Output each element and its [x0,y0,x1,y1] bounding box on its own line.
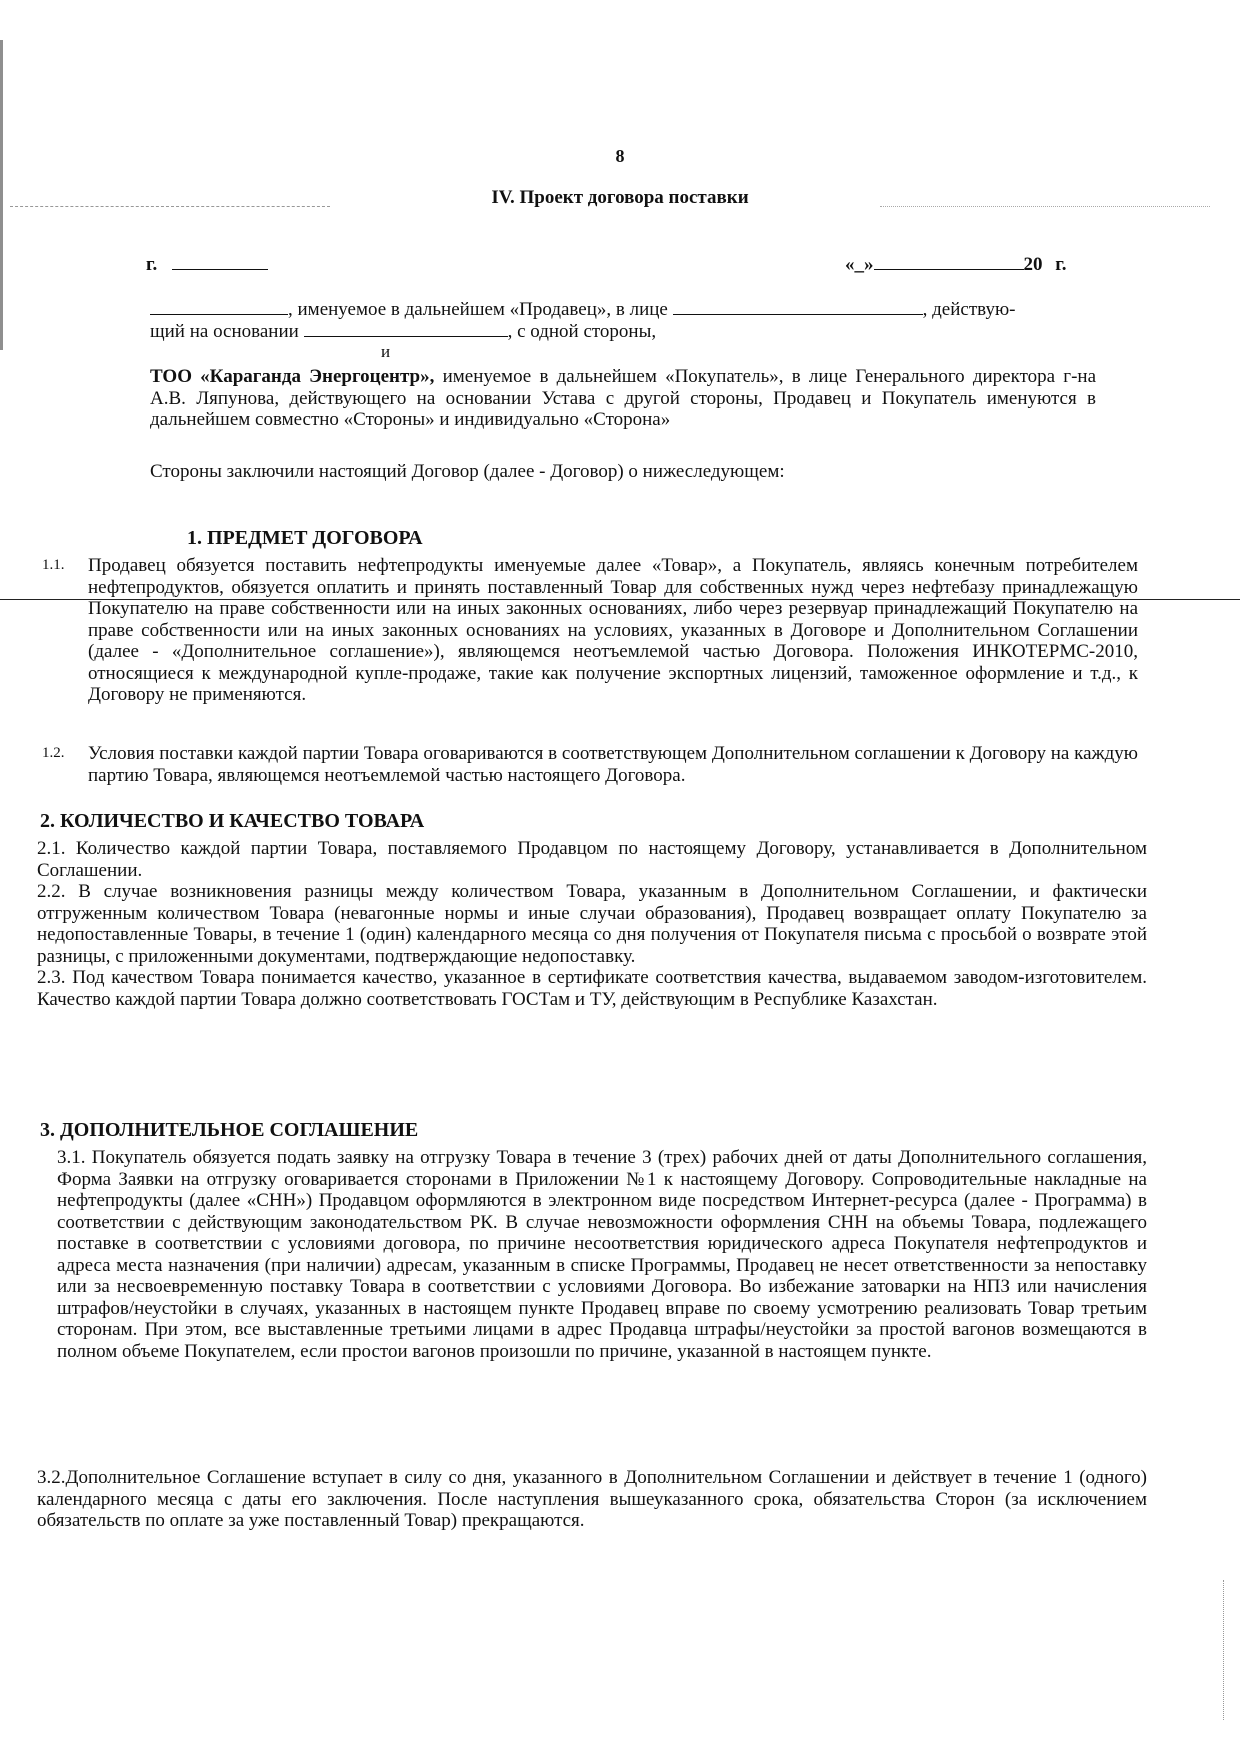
clause-2-3: 2.3. Под качеством Товара понимается качество, указанное в сертификате соответствия качества, выдаваемом заводом-изготовителем. Качество каждой партии Товара должно соответствовать ГОСТам и ТУ, действующим в Республике Казахстан. [37,967,1147,1010]
city-prefix: г. [146,254,158,275]
clause-3-1: 3.1. Покупатель обязуется подать заявку на отгрузку Товара в течение 3 (трех) рабочих дней от даты Дополнительного соглашения, Форма Заявки на отгрузку оговаривается сторонами в Приложении №1 к настоящему Договору. Сопроводительные накладные на нефтепродукты (далее «СНН») Продавцом оформляются в электронном виде посредством Интернет-ресурса (далее - Программа) в соответствии с действующим законодательством РК. В случае невозможности оформления СНН на объемы Товара, подлежащего поставке в соответствии с условиями договора, по причине несоответствия юридического адреса Покупателя нефтепродуктов и адреса места назначения (при наличии) адресам, указанным в списке Программы, Продавец не несет ответственности за непоставку или за несвоевременную поставку Товара в соответствии с условиями Договора. Во избежание затоварки на НПЗ или начисления штрафов/неустойки в случаях, указанных в настоящем пункте Продавец вправе по своему усмотрению реализовать Товар третьим сторонам. При этом, все выставленные третьими лицами в адрес Продавца штрафы/неустойки за простой вагонов возмещаются в полном объеме Покупателем, если простои вагонов произошли по причине, указанной в настоящем пункте. [57,1147,1147,1362]
date-year: 20 [1023,254,1043,275]
section-3-heading: 3. ДОПОЛНИТЕЛЬНОЕ СОГЛАШЕНИЕ [40,1119,419,1141]
clause-number: 1.2. [42,745,65,761]
seller-side-text: , с одной стороны, [507,321,657,342]
clause-1-2 [42,743,1142,789]
clause-2-2: 2.2. В случае возникновения разницы между количеством Товара, указанным в Дополнительном Соглашении, и фактически отгруженным количеством Товара (невагонные нормы и иные случаи образования), Продавец возвращает оплату Покупателю за недопоставленные Товары, в течение 1 (один) календарного месяца со дня получения от Покупателя письма с просьбой о возврате этой разницы, с приложенными документами, подтверждающие недопоставку. [37,881,1147,967]
scan-crease-line [0,599,1240,600]
clause-text: Продавец обязуется поставить нефтепродукты именуемые далее «Товар», а Покупатель, являясь конечным потребителем нефтепродуктов, обязуется оплатить и принять поставленный Товар для собственных нужд через нефтебазу принадлежащую Покупателю на праве собственности или на иных законных основаниях, либо через резервуар принадлежащий Покупателю на праве собственности или на иных законных основаниях на условиях, указанных в Договоре и Дополнительном Соглашении (далее - «Дополнительное соглашение»), являющемся неотъемлемой частью Договора. Положения ИНКОТЕРМС-2010, относящиеся к международной купле-продаже, такие как получение экспортных лицензий, таможенное оформление и т.д., к Договору не применяются. [88,555,1138,705]
section-1-heading: 1. ПРЕДМЕТ ДОГОВОРА [187,527,423,549]
seller-text: , именуемое в дальнейшем «Продавец», в лице [288,299,668,320]
date-month-blank [874,251,1024,270]
city-field [146,251,268,276]
section-3-body-2 [37,1467,1147,1532]
date-day: «_» [845,254,874,275]
section-3-body [57,1147,1147,1362]
seller-line-2 [150,318,656,343]
city-blank [172,251,268,270]
buyer-paragraph [150,366,1096,431]
conjunction-and: и [381,342,391,361]
clause-2-1: 2.1. Количество каждой партии Товара, поставляемого Продавцом по настоящему Договору, устанавливается в Дополнительном Соглашении. [37,838,1147,881]
document-title: IV. Проект договора поставки [491,187,749,208]
date-year-suffix: г. [1055,254,1067,275]
page-number: 8 [615,146,625,166]
date-field [845,251,1067,276]
buyer-text: именуемое в дальнейшем «Покупатель», в лице Генерального директора г-на А.В. Ляпунова, действующего на основании Устава с другой стороны, Продавец и Покупатель именуются в дальнейшем совместно «Стороны» и индивидуально «Сторона» [150,366,1097,430]
seller-text-end: , действую- [922,299,1016,320]
section-2-heading: 2. КОЛИЧЕСТВО И КАЧЕСТВО ТОВАРА [40,810,425,832]
buyer-name: ТОО «Караганда Энергоцентр», [150,366,435,387]
section-2-body [37,838,1147,1010]
seller-basis-label: щий на основании [150,321,299,342]
seller-line-1 [150,296,1015,321]
clause-text: Условия поставки каждой партии Товара оговариваются в соответствующем Дополнительном соглашении к Договору на каждую партию Товара, являющемся неотъемлемой частью настоящего Договора. [88,743,1138,786]
seller-representative-blank [673,296,923,315]
seller-basis-blank [304,318,508,337]
clause-1-1 [42,555,1142,735]
seller-name-blank [150,296,288,315]
scan-edge-mark-right [1223,1580,1226,1720]
clause-number: 1.1. [42,557,65,573]
agreement-statement: Стороны заключили настоящий Договор (далее - Договор) о нижеследующем: [150,461,785,482]
clause-3-2: 3.2.Дополнительное Соглашение вступает в силу со дня, указанного в Дополнительном Соглашении и действует в течение 1 (одного) календарного месяца с даты его заключения. После наступления вышеуказанного срока, обязательства Сторон (за исключением обязательств по оплате за уже поставленный Товар) прекращаются. [37,1467,1147,1531]
